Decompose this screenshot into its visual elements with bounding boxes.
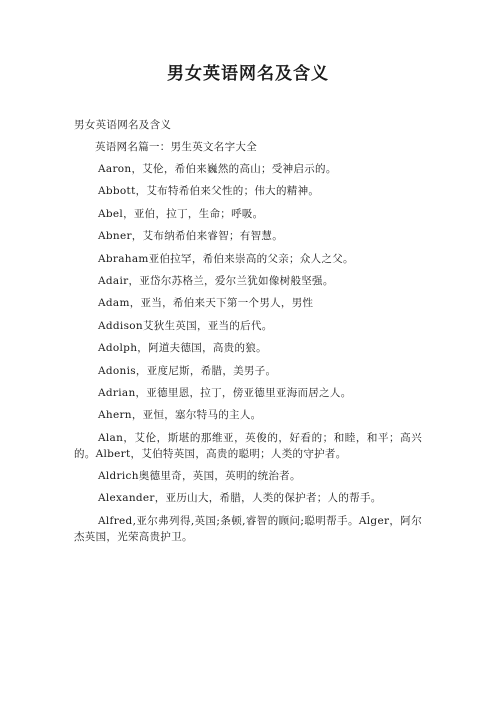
- name-entry: Aaron，艾伦，希伯来巍然的高山；受神启示的。: [98, 163, 337, 175]
- document-subtitle: 男女英语网名及含义: [74, 119, 172, 131]
- section-heading: 英语网名篇一：男生英文名字大全: [95, 141, 257, 153]
- name-entry: Addison艾狄生英国，亚当的后代。: [98, 319, 273, 332]
- name-entry: Abel，亚伯，拉丁，生命；呼吸。: [98, 207, 264, 220]
- name-entry: Adam，亚当，希伯来天下第一个男人，男性: [98, 297, 314, 310]
- name-entry: Adonis，亚度尼斯，希腊，美男子。: [98, 364, 277, 377]
- name-entry: Abbott，艾布特希伯来父性的；伟大的精神。: [98, 185, 320, 198]
- name-entry: Aldrich奥德里奇，英国，英明的统治者。: [98, 470, 301, 483]
- name-entry: Abraham亚伯拉罕，希伯来崇高的父亲；众人之父。: [98, 252, 354, 265]
- name-entry: Adrian，亚德里恩，拉丁，傍亚德里亚海而居之人。: [98, 386, 352, 399]
- name-entry: Alexander，亚历山大，希腊，人类的保护者；人的帮手。: [98, 492, 382, 505]
- name-entry: Ahern，亚恒，塞尔特马的主人。: [98, 409, 262, 422]
- name-entry: Alfred,亚尔弗列得,英国;条顿,睿智的顾问;聪明帮手。Alger，阿尔杰英国，光荣高贵护卫。: [74, 514, 422, 543]
- name-entry: Alan，艾伦，斯堪的那维亚，英俊的，好看的；和睦，和平；高兴的。Albert，艾伯特英国，高贵的聪明；人类的守护者。: [74, 431, 422, 460]
- name-entry: Abner，艾布纳希伯来睿智；有智慧。: [98, 230, 283, 243]
- document-title: 男女英语网名及含义: [167, 64, 329, 84]
- name-entry-list: [74, 161, 422, 545]
- name-entry: Adair，亚岱尔苏格兰，爱尔兰犹如像树般坚强。: [98, 274, 334, 287]
- name-entry: Adolph，阿道夫德国，高贵的狼。: [98, 342, 267, 355]
